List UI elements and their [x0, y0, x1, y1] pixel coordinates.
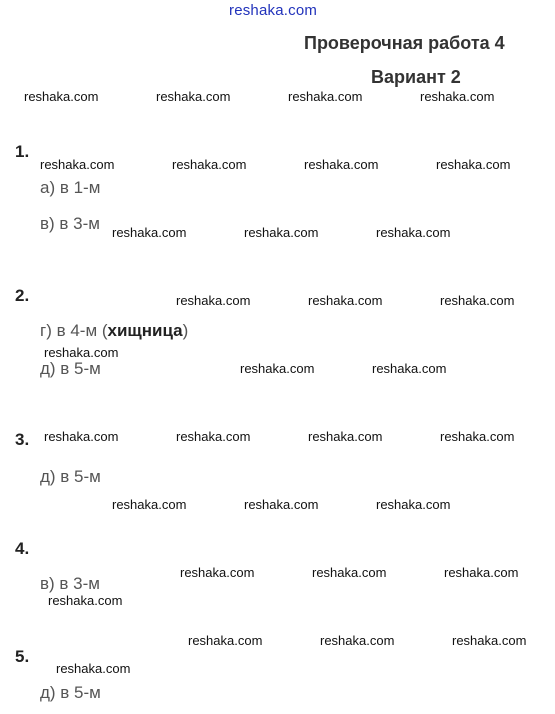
watermark: reshaka.com	[188, 633, 263, 648]
watermark: reshaka.com	[172, 157, 247, 172]
question-number: 1.	[15, 142, 30, 161]
watermark: reshaka.com	[40, 157, 115, 172]
watermark: reshaka.com	[440, 293, 515, 308]
watermark: reshaka.com	[24, 89, 99, 104]
site-watermark-link[interactable]: reshaka.com	[229, 2, 318, 19]
watermark: reshaka.com	[420, 89, 495, 104]
watermark: reshaka.com	[436, 157, 511, 172]
question-number: 2.	[15, 286, 30, 305]
watermark: reshaka.com	[444, 565, 519, 580]
answer: д) в 5-м	[40, 683, 101, 702]
watermark: reshaka.com	[240, 361, 315, 376]
watermark: reshaka.com	[288, 89, 363, 104]
watermark: reshaka.com	[112, 225, 187, 240]
answer: д) в 5-м	[40, 359, 101, 378]
answer: в) в 3-м	[40, 214, 100, 233]
watermark: reshaka.com	[112, 497, 187, 512]
answer-text: )	[182, 321, 189, 340]
question-number: 5.	[15, 647, 30, 666]
watermark: reshaka.com	[244, 225, 319, 240]
answer: а) в 1-м	[40, 178, 101, 197]
watermark: reshaka.com	[320, 633, 395, 648]
watermark: reshaka.com	[372, 361, 447, 376]
watermark: reshaka.com	[44, 429, 119, 444]
watermark: reshaka.com	[440, 429, 515, 444]
watermark: reshaka.com	[452, 633, 527, 648]
watermark: reshaka.com	[180, 565, 255, 580]
answer-text: г) в 4-м (	[40, 321, 108, 340]
watermark: reshaka.com	[308, 293, 383, 308]
watermark: reshaka.com	[376, 497, 451, 512]
variant-title: Вариант 2	[371, 67, 461, 87]
answer: д) в 5-м	[40, 467, 101, 486]
page-title: Проверочная работа 4	[304, 33, 505, 53]
watermark: reshaka.com	[376, 225, 451, 240]
watermark: reshaka.com	[176, 293, 251, 308]
watermark: reshaka.com	[308, 429, 383, 444]
watermark: reshaka.com	[56, 661, 131, 676]
watermark: reshaka.com	[312, 565, 387, 580]
answer: в) в 3-м	[40, 574, 100, 593]
watermark: reshaka.com	[244, 497, 319, 512]
watermark: reshaka.com	[44, 345, 119, 360]
question-number: 4.	[15, 539, 30, 558]
watermark: reshaka.com	[176, 429, 251, 444]
question-number: 3.	[15, 430, 30, 449]
answer-emphasis: хищница	[107, 321, 183, 340]
watermark: reshaka.com	[304, 157, 379, 172]
answer	[40, 321, 188, 341]
watermark: reshaka.com	[156, 89, 231, 104]
watermark: reshaka.com	[48, 593, 123, 608]
